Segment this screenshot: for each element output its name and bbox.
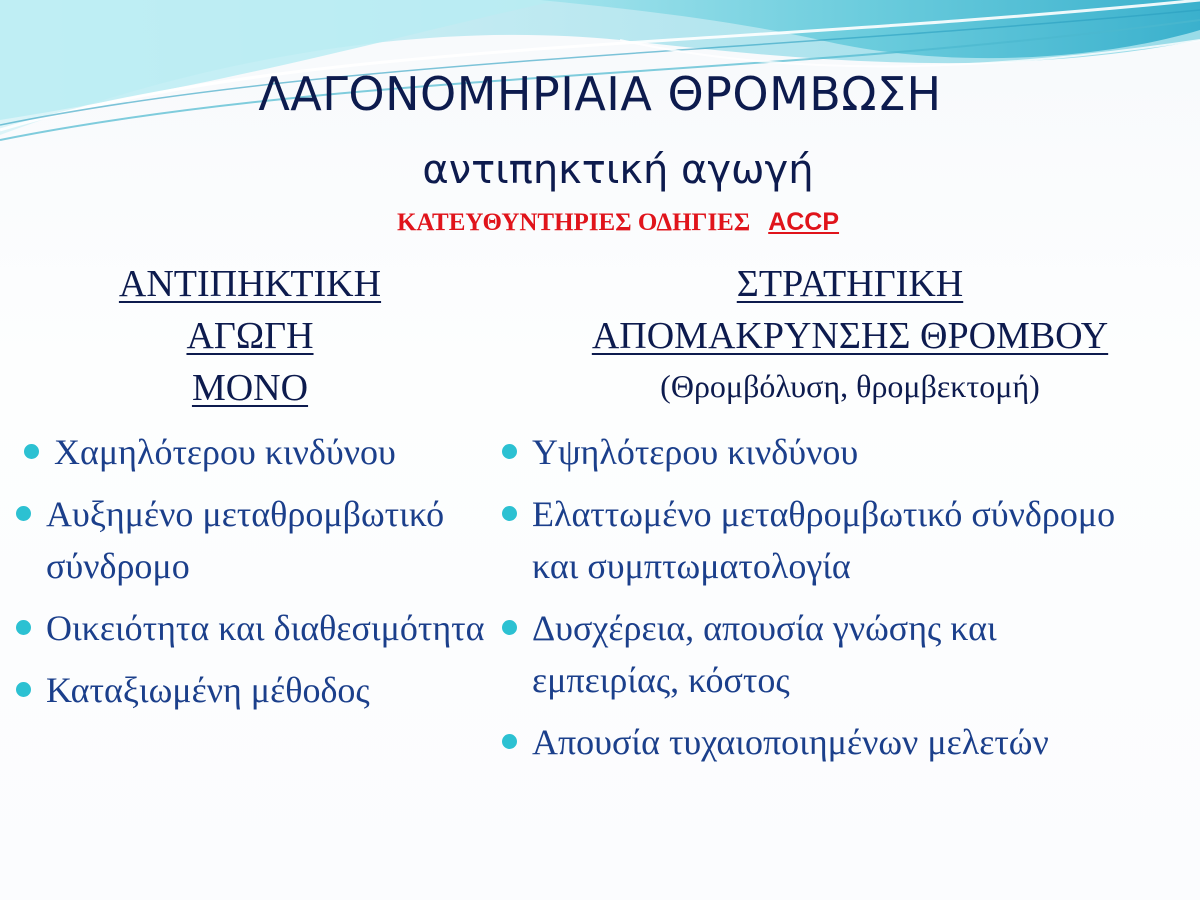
list-item-text: Αυξημένο μεταθρομβωτικό σύνδρομο <box>46 494 445 586</box>
left-heading-line: ΜΟΝΟ <box>191 367 309 409</box>
right-heading-line: ΣΤΡΑΤΗΓΙΚΗ <box>736 263 964 305</box>
list-item <box>502 426 1142 478</box>
list-item-text: Υψηλότερου κινδύνου <box>532 432 859 472</box>
list-item <box>502 488 1142 592</box>
bullet-dot-icon <box>16 682 31 697</box>
bullet-dot-icon <box>24 444 39 459</box>
left-column-heading <box>40 258 460 414</box>
bullet-dot-icon <box>16 620 31 635</box>
list-item-text: Καταξιωμένη μέθοδος <box>46 670 370 710</box>
list-item <box>502 602 1142 706</box>
right-bullet-list <box>502 426 1142 778</box>
guidelines-label: ΚΑΤΕΥΘΥΝΤΗΡΙΕΣ ΟΔΗΓΙΕΣ <box>396 209 751 236</box>
list-item <box>16 664 486 716</box>
left-bullet-list <box>16 426 486 726</box>
list-item <box>16 488 486 592</box>
list-item <box>502 716 1142 768</box>
list-item-text: Χαμηλότερου κινδύνου <box>54 432 396 472</box>
right-heading-note: (Θρομβόλυση, θρομβεκτομή) <box>660 368 1040 404</box>
guidelines-source: ACCP <box>768 208 840 236</box>
bullet-dot-icon <box>502 620 517 635</box>
list-item <box>16 602 486 654</box>
list-item-text: Απουσία τυχαιοποιημένων μελετών <box>532 722 1049 762</box>
right-heading-line: ΑΠΟΜΑΚΡΥΝΣΗΣ ΘΡΟΜΒΟΥ <box>591 315 1109 357</box>
list-item-text: Δυσχέρεια, απουσία γνώσης και εμπειρίας, κόστος <box>532 608 997 700</box>
bullet-dot-icon <box>16 506 31 521</box>
list-item-text: Οικειότητα και διαθεσιμότητα <box>46 608 485 648</box>
slide-title: ΛΑΓΟΝΟΜΗΡΙΑΙΑ ΘΡΟΜΒΩΣΗ <box>258 67 942 121</box>
bullet-dot-icon <box>502 506 517 521</box>
bullet-dot-icon <box>502 734 517 749</box>
slide-subtitle: αντιπηκτική αγωγή <box>422 147 814 193</box>
list-item <box>16 426 486 478</box>
left-heading-line: ΑΓΩΓΗ <box>186 315 314 357</box>
right-column-heading <box>530 258 1170 410</box>
guidelines-line <box>0 204 1200 241</box>
bullet-dot-icon <box>502 444 517 459</box>
list-item-text: Ελαττωμένο μεταθρομβωτικό σύνδρομο και συμπτωματολογία <box>532 494 1116 586</box>
left-heading-line: ΑΝΤΙΠΗΚΤΙΚΗ <box>118 263 382 305</box>
